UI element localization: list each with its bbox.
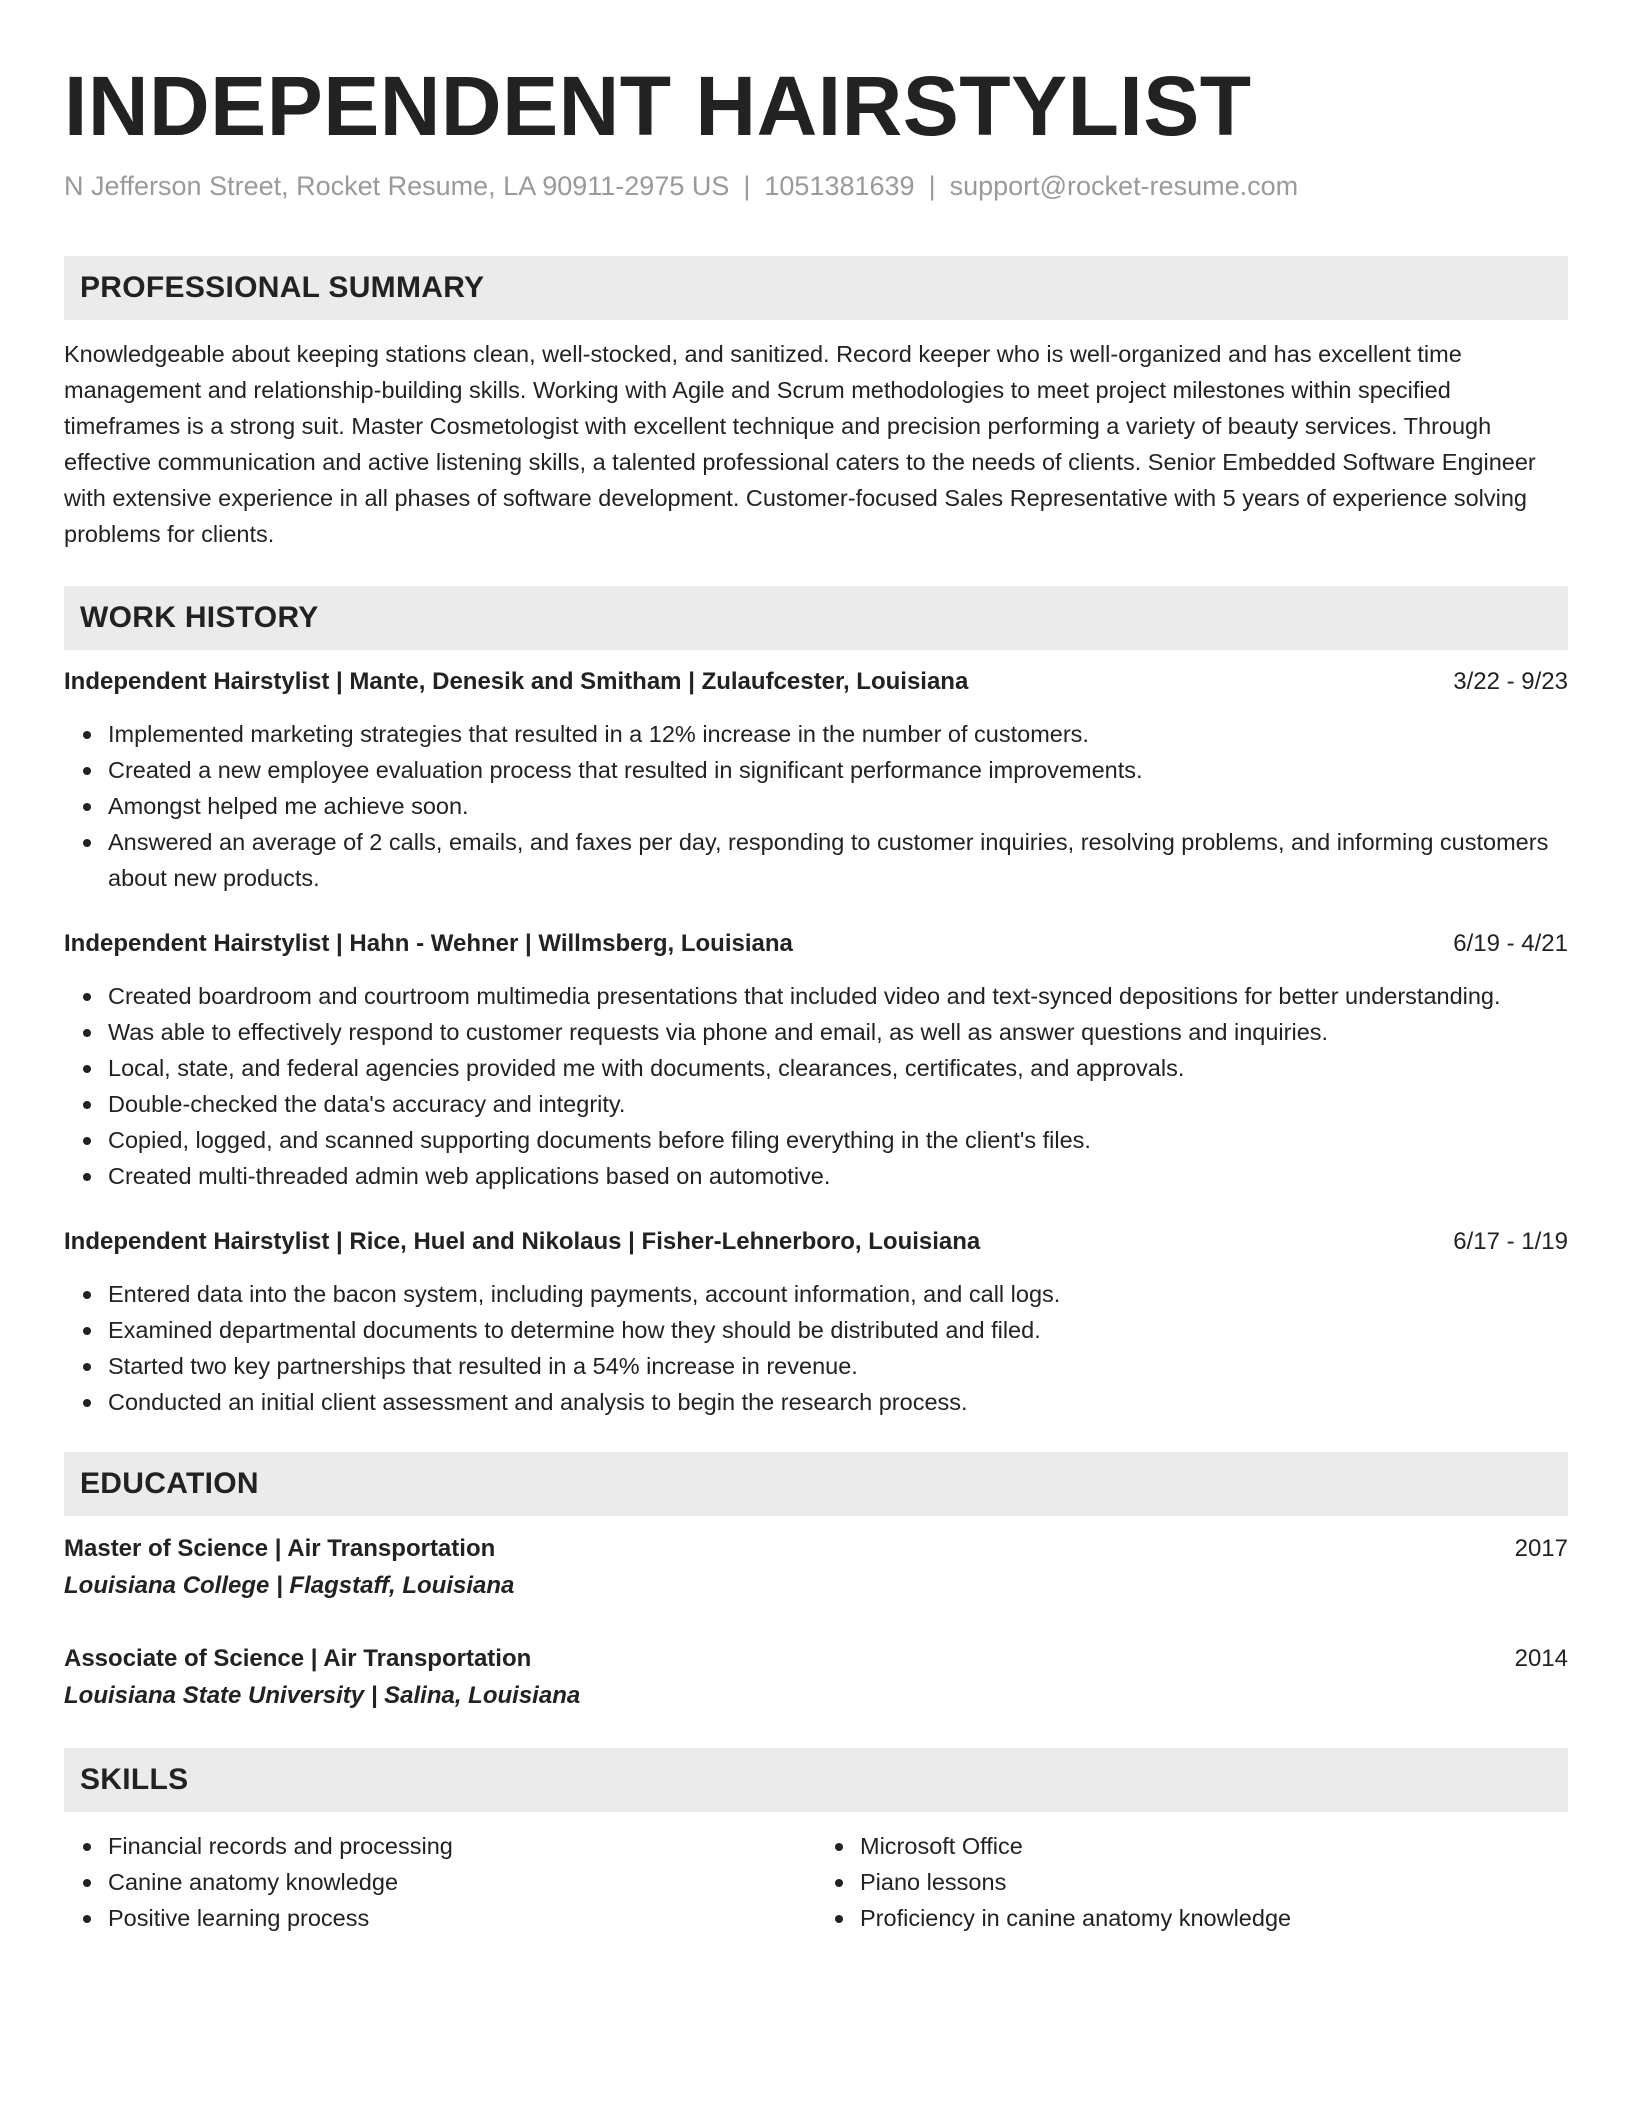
job-header [64, 1224, 1568, 1260]
education-header [64, 1530, 1568, 1567]
job-bullet: Answered an average of 2 calls, emails, and faxes per day, responding to customer inquiries, resolving problems, and informing customers about new products. [108, 824, 1568, 896]
skill-item: Financial records and processing [108, 1828, 816, 1864]
education-school: Louisiana College | Flagstaff, Louisiana [64, 1572, 515, 1599]
job-entry [64, 1224, 1568, 1420]
section-heading-skills [64, 1748, 1568, 1812]
job-bullet: Was able to effectively respond to customer requests via phone and email, as well as answer questions and inquiries. [108, 1014, 1568, 1050]
skill-item: Positive learning process [108, 1900, 816, 1936]
job-title: Independent Hairstylist | Rice, Huel and Nikolaus | Fisher-Lehnerboro, Louisiana [64, 1228, 981, 1255]
section-heading-label: PROFESSIONAL SUMMARY [80, 271, 485, 304]
section-heading-work-history [64, 586, 1568, 650]
job-bullet: Started two key partnerships that resulted in a 54% increase in revenue. [108, 1348, 1568, 1384]
job-dates: 6/19 - 4/21 [1453, 930, 1568, 957]
contact-line [64, 168, 1568, 204]
education-year: 2014 [1514, 1645, 1568, 1672]
job-entry [64, 664, 1568, 896]
job-bullet: Local, state, and federal agencies provided me with documents, clearances, certificates, and approvals. [108, 1050, 1568, 1086]
job-bullets [64, 716, 1568, 896]
job-bullet: Double-checked the data's accuracy and integrity. [108, 1086, 1568, 1122]
job-dates: 6/17 - 1/19 [1453, 1228, 1568, 1255]
section-heading-summary [64, 256, 1568, 320]
skills-list-right [816, 1828, 1568, 1936]
skills-list-left [64, 1828, 816, 1936]
contact-phone: 1051381639 [764, 171, 915, 201]
job-bullet: Created a new employee evaluation process that resulted in significant performance improvements. [108, 752, 1568, 788]
job-title: Independent Hairstylist | Hahn - Wehner | Willmsberg, Louisiana [64, 930, 793, 957]
skill-item: Canine anatomy knowledge [108, 1864, 816, 1900]
job-bullet: Created multi-threaded admin web applications based on automotive. [108, 1158, 1568, 1194]
education-entry [64, 1530, 1568, 1604]
job-bullet: Amongst helped me achieve soon. [108, 788, 1568, 824]
job-bullet: Entered data into the bacon system, including payments, account information, and call logs. [108, 1276, 1568, 1312]
contact-separator: | [743, 171, 751, 201]
resume-title: INDEPENDENT HAIRSTYLIST [64, 59, 1252, 153]
job-bullet: Examined departmental documents to determine how they should be distributed and filed. [108, 1312, 1568, 1348]
section-heading-label: WORK HISTORY [80, 601, 319, 634]
skill-item: Microsoft Office [860, 1828, 1568, 1864]
job-dates: 3/22 - 9/23 [1453, 668, 1568, 695]
education-header [64, 1640, 1568, 1677]
job-bullet: Implemented marketing strategies that resulted in a 12% increase in the number of customers. [108, 716, 1568, 752]
contact-separator: | [928, 171, 936, 201]
job-bullets [64, 978, 1568, 1194]
job-bullet: Conducted an initial client assessment and analysis to begin the research process. [108, 1384, 1568, 1420]
job-entry [64, 926, 1568, 1194]
contact-email: support@rocket-resume.com [949, 171, 1299, 201]
summary-paragraph: Knowledgeable about keeping stations clean, well-stocked, and sanitized. Record keeper who is well-organized and has excellent time management and relationship-building skills. Working with Agile and Scrum methodologies to meet project milestones within specified timeframes is a strong suit. Master Cosmetologist with excellent technique and precision performing a variety of beauty services. Through effective communication and active listening skills, a talented professional caters to the needs of clients. Senior Embedded Software Engineer with extensive experience in all phases of software development. Customer-focused Sales Representative with 5 years of experience solving problems for clients. [64, 341, 1536, 547]
job-bullet: Copied, logged, and scanned supporting documents before filing everything in the client's files. [108, 1122, 1568, 1158]
education-degree: Associate of Science | Air Transportation [64, 1645, 532, 1672]
job-header [64, 664, 1568, 700]
job-bullets [64, 1276, 1568, 1420]
section-heading-education [64, 1452, 1568, 1516]
skills-columns [64, 1828, 1568, 1936]
education-entry [64, 1640, 1568, 1714]
section-heading-label: SKILLS [80, 1763, 189, 1796]
education-school: Louisiana State University | Salina, Louisiana [64, 1682, 581, 1709]
skill-item: Proficiency in canine anatomy knowledge [860, 1900, 1568, 1936]
job-bullet: Created boardroom and courtroom multimedia presentations that included video and text-synced depositions for better understanding. [108, 978, 1568, 1014]
section-heading-label: EDUCATION [80, 1467, 259, 1500]
job-title: Independent Hairstylist | Mante, Denesik and Smitham | Zulaufcester, Louisiana [64, 668, 969, 695]
education-degree: Master of Science | Air Transportation [64, 1535, 496, 1562]
skill-item: Piano lessons [860, 1864, 1568, 1900]
contact-address: N Jefferson Street, Rocket Resume, LA 90911-2975 US [64, 171, 730, 201]
resume-page [64, 0, 1568, 1936]
job-header [64, 926, 1568, 962]
education-year: 2017 [1514, 1535, 1568, 1562]
